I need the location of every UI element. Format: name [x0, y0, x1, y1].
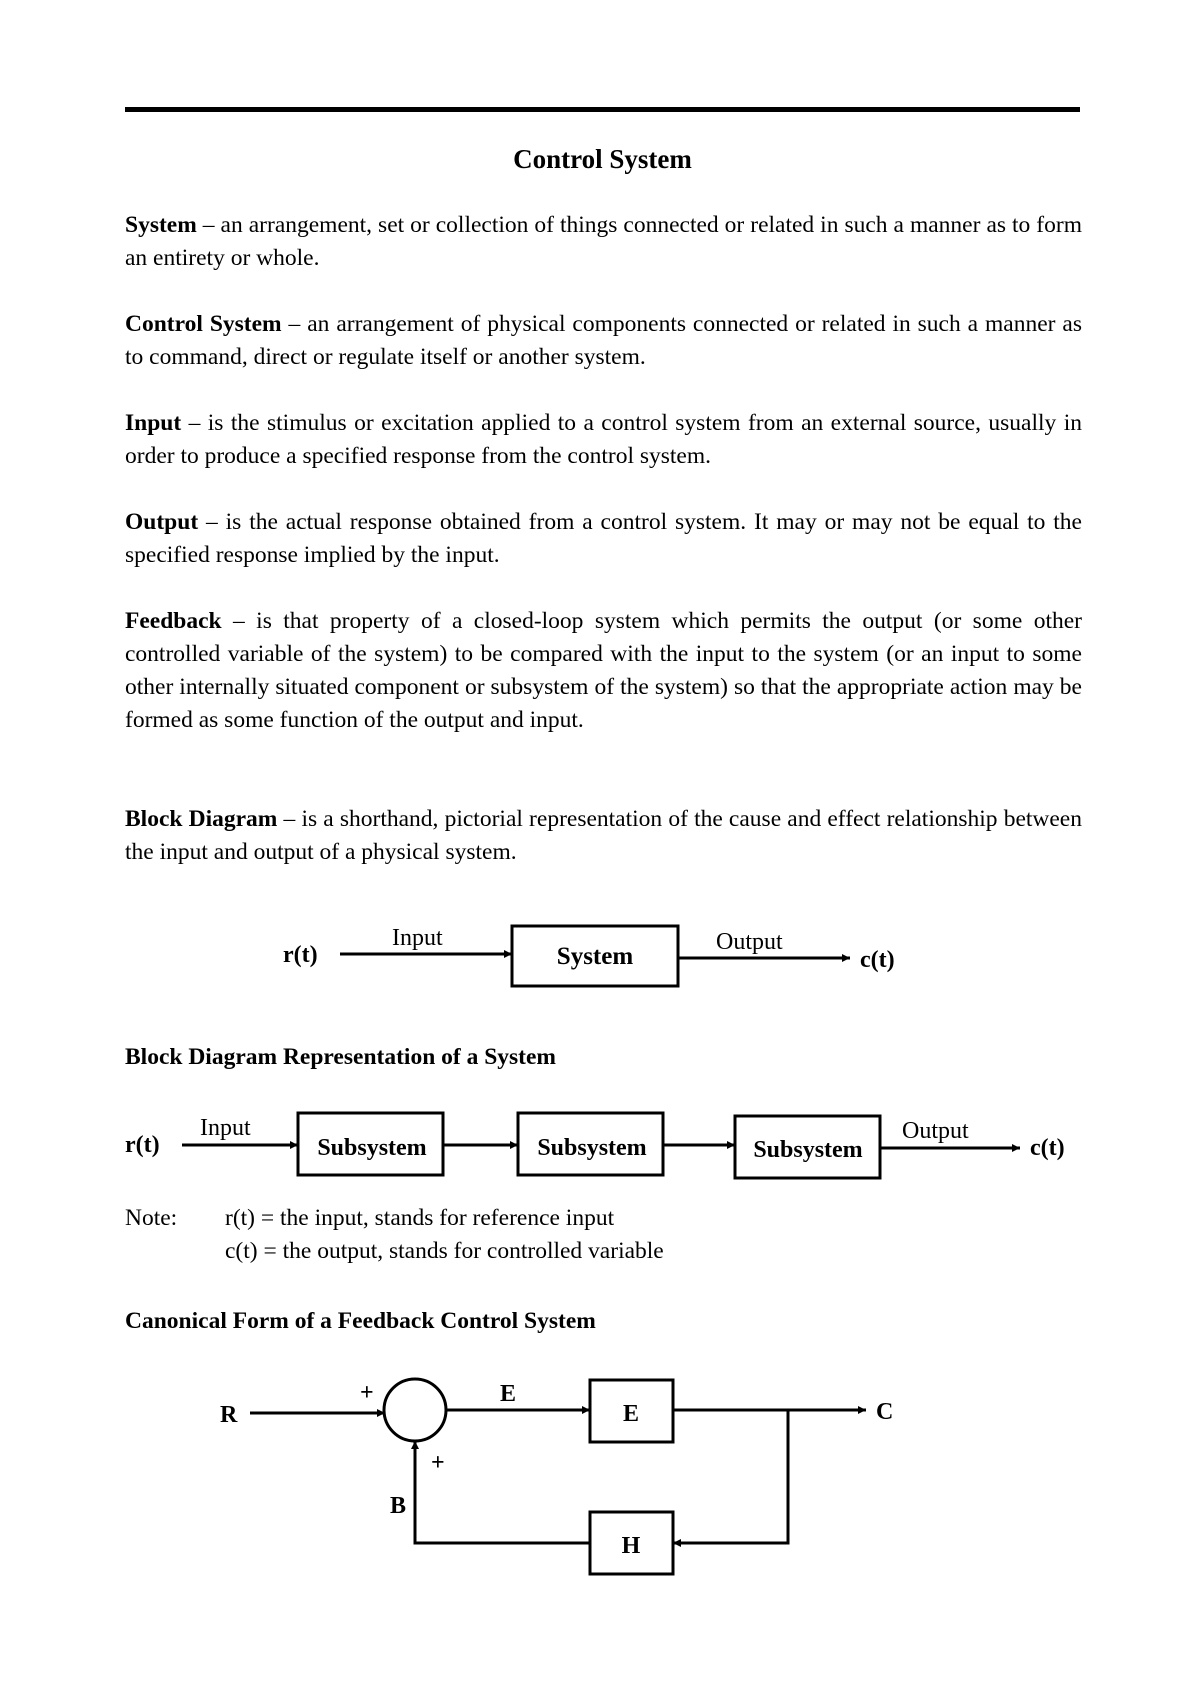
definition-text: – is the actual response obtained from a control system. It may or may not be equal to the specified response implied by the input.	[125, 509, 1082, 568]
summing-junction	[384, 1379, 446, 1441]
definition-term: Feedback	[125, 608, 222, 634]
feedback-signal-label: B	[390, 1493, 407, 1519]
definition-text: – is a shorthand, pictorial representation of the cause and effect relationship between the input and output of a physical system.	[125, 806, 1082, 865]
input-label: Input	[392, 925, 443, 951]
feedback-path-arrow	[673, 1410, 788, 1543]
definition-term: Control System	[125, 311, 282, 337]
top-rule	[125, 107, 1080, 112]
definition-text: – is the stimulus or excitation applied to a control system from an external source, usually in order to produce a specified response from the control system.	[125, 410, 1082, 469]
output-label: Output	[902, 1118, 969, 1144]
output-signal-label: c(t)	[1030, 1135, 1065, 1161]
input-label: Input	[200, 1115, 251, 1141]
definition-text: – an arrangement of physical components connected or related in such a manner as to command, direct or regulate itself or another system.	[125, 311, 1082, 370]
definition-system	[125, 209, 1082, 275]
output-label: Output	[716, 929, 783, 955]
definition-term: Output	[125, 509, 199, 535]
definition-text: – is that property of a closed-loop system which permits the output (or some other controlled variable of the system) to be compared with the input to the system (or an input to some other internally situated component or subsystem of the system) so that the appropriate action may be formed as some function of the output and input.	[125, 608, 1082, 733]
input-signal-label: r(t)	[125, 1132, 160, 1158]
definition-term: Input	[125, 410, 182, 436]
definition-block-diagram	[125, 803, 1082, 869]
definition-feedback	[125, 605, 1082, 737]
definition-input	[125, 407, 1082, 473]
plus-sign-top: +	[360, 1380, 374, 1406]
system-block-diagram	[0, 900, 1200, 1010]
output-signal-label: c(t)	[860, 947, 895, 973]
note-line-1: r(t) = the input, stands for reference input	[225, 1205, 615, 1231]
definition-text: – an arrangement, set or collection of things connected or related in such a manner as to form an entirety or whole.	[125, 212, 1082, 271]
feedback-block-label: H	[621, 1533, 641, 1559]
system-block-label: System	[556, 943, 634, 970]
controlled-output-label: C	[876, 1399, 894, 1425]
error-signal-label: E	[500, 1381, 517, 1407]
note-label: Note:	[125, 1205, 178, 1231]
plus-sign-bottom: +	[431, 1450, 445, 1476]
heading-canonical-form: Canonical Form of a Feedback Control System	[125, 1308, 596, 1334]
definition-term: System	[125, 212, 197, 238]
subsystem-label-1: Subsystem	[317, 1135, 427, 1161]
subsystem-label-2: Subsystem	[537, 1135, 647, 1161]
heading-block-diagram-representation: Block Diagram Representation of a System	[125, 1044, 557, 1070]
reference-input-label: R	[220, 1402, 238, 1428]
subsystem-cascade-diagram	[0, 1100, 1200, 1200]
definition-control-system	[125, 308, 1082, 374]
page-title: Control System	[513, 144, 692, 174]
subsystem-label-3: Subsystem	[753, 1137, 863, 1163]
definition-term: Block Diagram	[125, 806, 278, 832]
feedback-loop-diagram	[0, 1370, 1200, 1590]
forward-block-label: E	[622, 1401, 640, 1427]
definition-output	[125, 506, 1082, 572]
note-line-2: c(t) = the output, stands for controlled variable	[225, 1238, 664, 1264]
input-signal-label: r(t)	[283, 942, 318, 968]
